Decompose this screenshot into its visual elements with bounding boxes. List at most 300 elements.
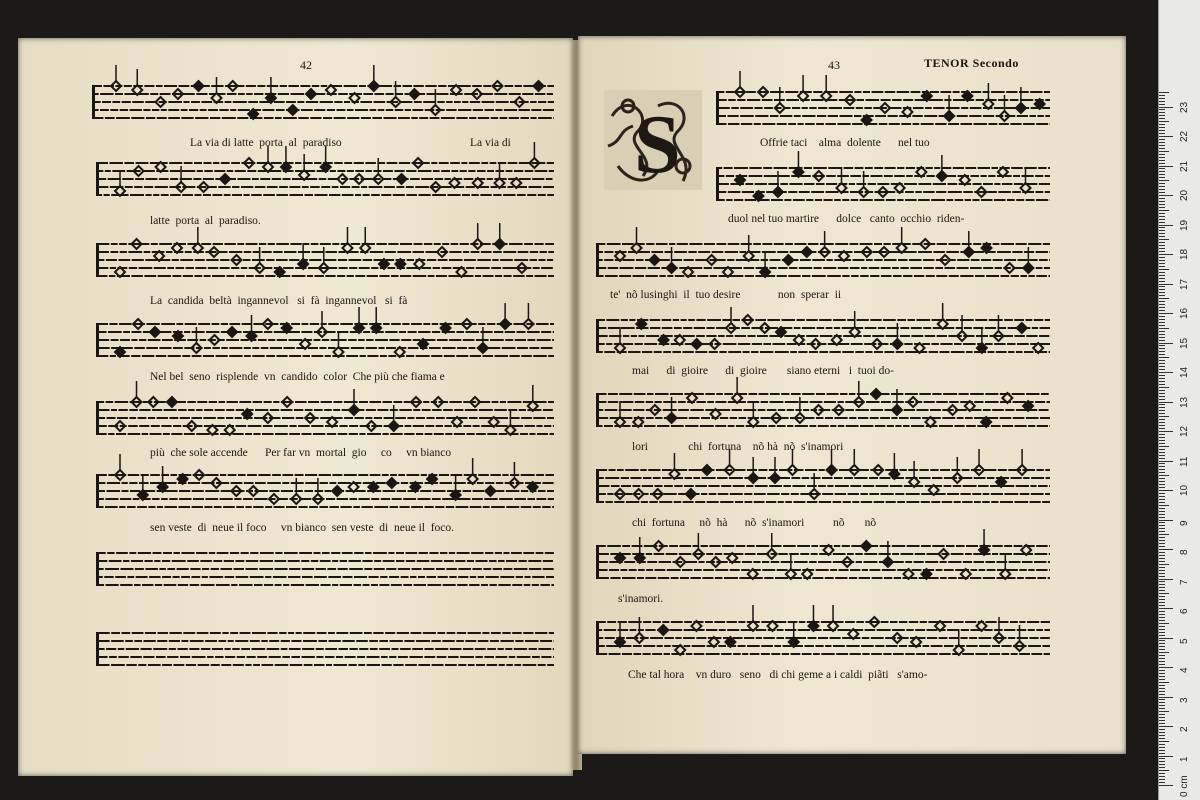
note-mark — [193, 81, 203, 91]
staff — [596, 614, 1050, 666]
ruler-tick — [1159, 738, 1165, 739]
ruler-tick — [1159, 416, 1169, 417]
ruler-tick — [1159, 570, 1165, 571]
ruler-tick — [1159, 269, 1169, 270]
ruler-tick — [1159, 758, 1165, 759]
ruler-tick — [1159, 390, 1165, 391]
note-mark — [748, 401, 758, 427]
note-mark — [397, 174, 407, 184]
ruler-tick — [1159, 263, 1165, 264]
ruler-tick — [1159, 688, 1165, 689]
lyric-line: Offrie taci alma dolente nel tuo — [760, 137, 930, 149]
note-mark — [861, 541, 871, 551]
ruler-label: 11 — [1179, 456, 1190, 467]
ruler-tick — [1159, 514, 1165, 515]
note-mark — [649, 255, 659, 265]
ruler-tick — [1159, 428, 1165, 429]
note-mark — [505, 409, 515, 435]
ruler-tick — [1159, 410, 1165, 411]
note-mark — [485, 486, 495, 496]
ruler-tick — [1159, 676, 1165, 677]
ruler-tick — [1159, 596, 1165, 597]
note-mark — [789, 621, 799, 647]
ruler-tick — [1159, 640, 1165, 641]
ruler-tick — [1159, 661, 1165, 662]
ruler-tick — [1159, 520, 1173, 521]
ruler-tick — [1159, 316, 1165, 317]
lyric-line: La via di latte porta al paradiso — [190, 137, 342, 149]
ruler-tick — [1159, 528, 1165, 529]
ruler-tick — [1159, 720, 1165, 721]
ruler-tick — [1159, 281, 1165, 282]
ruler-tick — [1159, 708, 1165, 709]
note-mark — [167, 397, 177, 407]
ruler-label: 5 — [1179, 637, 1190, 644]
lyric-line: sen veste di neue il foco vn bianco sen veste di neue il foco. — [150, 522, 455, 534]
ruler-tick — [1159, 207, 1165, 208]
ruler-label: 8 — [1179, 549, 1190, 555]
ruler-tick — [1159, 298, 1169, 299]
ruler-tick — [1159, 679, 1165, 680]
note-mark — [615, 621, 625, 647]
ruler-tick — [1159, 540, 1165, 541]
note-mark — [836, 167, 846, 193]
ruler-tick — [1159, 605, 1165, 606]
ruler-tick — [1159, 307, 1165, 308]
ruler-tick — [1159, 142, 1165, 143]
ruler-tick — [1159, 626, 1165, 627]
staff — [96, 316, 554, 368]
lyric-line: Che tal hora vn duro seno di chi geme a i caldi piãti s'amo- — [628, 669, 928, 681]
ruler-tick — [1159, 614, 1165, 615]
ruler-tick — [1159, 160, 1165, 161]
staff — [96, 155, 554, 207]
ruler-tick — [1159, 198, 1165, 199]
staff — [96, 467, 554, 519]
ruler-tick — [1159, 714, 1165, 715]
ruler-tick — [1159, 387, 1169, 388]
staff — [716, 84, 1050, 136]
ruler-tick — [1159, 348, 1165, 349]
note-mark — [686, 489, 696, 499]
ruler-tick — [1159, 729, 1165, 730]
ruler-tick — [1159, 537, 1165, 538]
ruler-tick — [1159, 705, 1165, 706]
ruler-tick — [1159, 723, 1165, 724]
ruler-tick — [1159, 363, 1165, 364]
ruler-tick — [1159, 419, 1165, 420]
ruler-tick — [1159, 549, 1173, 550]
ruler-tick — [1159, 334, 1165, 335]
ruler-tick — [1159, 115, 1165, 116]
staff — [96, 236, 554, 288]
ruler-tick — [1159, 148, 1165, 149]
ruler-tick — [1159, 685, 1165, 686]
ruler-tick — [1159, 101, 1165, 102]
ruler-tick — [1159, 322, 1165, 323]
ruler-tick — [1159, 717, 1165, 718]
ruler-tick — [1159, 369, 1165, 370]
ruler-label: 10 — [1179, 484, 1190, 496]
ruler-tick — [1159, 145, 1165, 146]
ruler-tick — [1159, 284, 1173, 285]
ruler-tick — [1159, 496, 1165, 497]
ruler-tick — [1159, 425, 1165, 426]
ruler-tick — [1159, 133, 1165, 134]
ruler-tick — [1159, 154, 1165, 155]
ruler-tick — [1159, 192, 1165, 193]
ruler-tick — [1159, 649, 1165, 650]
ruler-tick — [1159, 726, 1173, 727]
ruler-tick — [1159, 567, 1165, 568]
ruler-tick — [1159, 443, 1165, 444]
staff — [716, 160, 1050, 212]
ruler-tick — [1159, 643, 1165, 644]
note-mark — [495, 162, 505, 188]
ruler-tick — [1159, 381, 1165, 382]
note-mark — [977, 327, 987, 353]
ruler-tick — [1159, 493, 1165, 494]
ruler-tick — [1159, 139, 1165, 140]
ruler-tick — [1159, 180, 1169, 181]
ruler-tick — [1159, 525, 1165, 526]
ruler-tick — [1159, 694, 1165, 695]
ruler-tick — [1159, 130, 1165, 131]
ruler-tick — [1159, 753, 1165, 754]
note-mark — [409, 89, 419, 99]
note-mark — [1017, 323, 1027, 333]
ruler-tick — [1159, 543, 1165, 544]
ruler-tick — [1159, 502, 1165, 503]
ruler-tick — [1159, 747, 1165, 748]
ruler-tick — [1159, 573, 1165, 574]
ruler-tick — [1159, 337, 1165, 338]
ruler-tick — [1159, 343, 1173, 344]
ruler-tick — [1159, 472, 1165, 473]
ruler-tick — [1159, 632, 1165, 633]
ruler-tick — [1159, 593, 1169, 594]
ruler-tick — [1159, 508, 1165, 509]
ruler-tick — [1159, 292, 1165, 293]
ruler-tick — [1159, 230, 1165, 231]
ruler-label: 21 — [1179, 160, 1190, 172]
decorated-initial-s-icon — [598, 86, 708, 196]
ruler-tick — [1159, 652, 1169, 653]
ruler-tick — [1159, 484, 1165, 485]
staff — [596, 386, 1050, 438]
note-mark — [333, 331, 343, 357]
ruler-tick — [1159, 236, 1165, 237]
note-mark — [658, 625, 668, 635]
ruler-tick — [1159, 166, 1173, 167]
ruler-tick — [1159, 446, 1169, 447]
ruler-tick — [1159, 227, 1165, 228]
ruler-tick — [1159, 623, 1169, 624]
lyric-line: La candida beltà ingannevol si fà ingannevol si fà — [150, 295, 408, 307]
note-mark — [220, 174, 230, 184]
ruler-tick — [1159, 608, 1173, 609]
ruler-label: 4 — [1179, 667, 1190, 673]
note-mark — [702, 465, 712, 475]
right-page-number: 43 — [828, 58, 840, 72]
ruler-tick — [1159, 770, 1169, 771]
ruler-tick — [1159, 286, 1165, 287]
ruler-label: 19 — [1179, 219, 1190, 231]
note-mark — [212, 77, 222, 103]
ruler-tick — [1159, 564, 1169, 565]
ruler-tick — [1159, 407, 1165, 408]
ruler-label: 15 — [1179, 337, 1190, 349]
lyric-line: più che sole accende Per far vn mortal gio co vn bianco — [150, 447, 452, 459]
ruler-tick — [1159, 702, 1165, 703]
ruler-tick — [1159, 183, 1165, 184]
ruler-tick — [1159, 531, 1165, 532]
ruler-tick — [1159, 396, 1165, 397]
empty-staff — [96, 625, 554, 663]
ruler-tick — [1159, 92, 1169, 93]
staff — [596, 538, 1050, 590]
ruler-label: 16 — [1179, 307, 1190, 319]
ruler-tick — [1159, 434, 1165, 435]
ruler-tick — [1159, 310, 1165, 311]
ruler-tick — [1159, 732, 1165, 733]
note-mark — [983, 83, 993, 109]
ruler-tick — [1159, 455, 1165, 456]
ruler-tick — [1159, 670, 1165, 671]
note-mark — [246, 315, 256, 341]
ruler-tick — [1159, 682, 1169, 683]
ruler-tick — [1159, 357, 1169, 358]
ruler-tick — [1159, 384, 1165, 385]
ruler-tick — [1159, 109, 1165, 110]
ruler-tick — [1159, 475, 1169, 476]
staff — [96, 394, 554, 446]
ruler-tick — [1159, 351, 1165, 352]
note-mark — [635, 537, 645, 563]
ruler-label: 3 — [1179, 696, 1190, 703]
note-mark — [783, 255, 793, 265]
ruler-tick — [1159, 767, 1165, 768]
ruler-tick — [1159, 741, 1169, 742]
part-name-heading: TENOR Secondo — [924, 56, 1019, 70]
note-mark — [615, 327, 625, 353]
ruler-tick — [1159, 242, 1165, 243]
note-mark — [306, 89, 316, 99]
ruler-tick — [1159, 785, 1173, 786]
ruler-tick — [1159, 118, 1165, 119]
ruler-tick — [1159, 776, 1165, 777]
ruler-tick — [1159, 481, 1165, 482]
ruler-tick — [1159, 301, 1165, 302]
ruler-tick — [1159, 340, 1165, 341]
ruler-tick — [1159, 750, 1165, 751]
note-mark — [909, 461, 919, 487]
ruler-tick — [1159, 213, 1165, 214]
ruler-tick — [1159, 275, 1165, 276]
ruler-tick — [1159, 404, 1165, 405]
ruler-tick — [1159, 773, 1165, 774]
lyric-line: s'inamori. — [618, 593, 664, 605]
note-mark — [692, 339, 702, 349]
note-mark — [266, 77, 276, 103]
note-mark — [786, 553, 796, 579]
left-page-number: 42 — [300, 58, 312, 72]
ruler-tick — [1159, 469, 1165, 470]
ruler-tick — [1159, 239, 1169, 240]
ruler-tick — [1159, 629, 1165, 630]
ruler-tick — [1159, 505, 1169, 506]
ruler-tick — [1159, 393, 1165, 394]
ruler-tick — [1159, 295, 1165, 296]
staff — [92, 78, 554, 130]
ruler-tick — [1159, 112, 1165, 113]
note-mark — [451, 474, 461, 500]
note-mark — [158, 466, 168, 492]
ruler-tick — [1159, 458, 1165, 459]
note-mark — [744, 235, 754, 261]
lyric-line: La via di — [470, 137, 511, 149]
ruler-tick — [1159, 561, 1165, 562]
staff — [596, 236, 1050, 288]
ruler-tick — [1159, 171, 1165, 172]
lyric-line: chi fortuna nõ hà nõ s'inamori nõ nõ — [632, 517, 877, 529]
ruler-tick — [1159, 399, 1165, 400]
ruler-tick — [1159, 98, 1165, 99]
ruler-tick — [1159, 579, 1173, 580]
ruler-tick — [1159, 328, 1169, 329]
ruler-label: 22 — [1179, 130, 1190, 142]
ruler-label: 23 — [1179, 101, 1190, 113]
ruler-tick — [1159, 354, 1165, 355]
ruler-tick — [1159, 254, 1173, 255]
note-mark — [871, 389, 881, 399]
ruler-tick — [1159, 522, 1165, 523]
ruler-tick — [1159, 782, 1165, 783]
ruler-tick — [1159, 278, 1165, 279]
ruler-tick — [1159, 95, 1165, 96]
ruler-tick — [1159, 691, 1165, 692]
lyric-line: duol nel tuo martire dolce canto occhio riden- — [728, 213, 965, 225]
ruler-tick — [1159, 289, 1165, 290]
ruler-tick — [1159, 251, 1165, 252]
lyric-line: latte porta al paradiso. — [150, 215, 261, 227]
ruler-tick — [1159, 599, 1165, 600]
ruler-tick — [1159, 272, 1165, 273]
ruler-tick — [1159, 558, 1165, 559]
ruler-tick — [1159, 697, 1173, 698]
ruler-tick — [1159, 313, 1173, 314]
ruler-tick — [1159, 174, 1165, 175]
ruler-label: 7 — [1179, 578, 1190, 585]
note-mark — [150, 327, 160, 337]
ruler-tick — [1159, 584, 1165, 585]
note-mark — [387, 478, 397, 488]
ruler-tick — [1159, 449, 1165, 450]
ruler-tick — [1159, 304, 1165, 305]
ruler-tick — [1159, 201, 1165, 202]
ruler-tick — [1159, 620, 1165, 621]
ruler-tick — [1159, 546, 1165, 547]
ruler-tick — [1159, 402, 1173, 403]
note-mark — [299, 154, 309, 180]
ruler-tick — [1159, 655, 1165, 656]
ruler-tick — [1159, 466, 1165, 467]
ruler-tick — [1159, 124, 1165, 125]
ruler-tick — [1159, 121, 1169, 122]
ruler-tick — [1159, 107, 1173, 108]
ruler-tick — [1159, 151, 1169, 152]
ruler-tick — [1159, 413, 1165, 414]
ruler-tick — [1159, 667, 1173, 668]
ruler-tick — [1159, 372, 1173, 373]
ruler-tick — [1159, 635, 1165, 636]
ruler-tick — [1159, 195, 1173, 196]
note-mark — [332, 486, 342, 496]
ruler-tick — [1159, 735, 1165, 736]
ruler-tick — [1159, 366, 1165, 367]
ruler-tick — [1159, 204, 1165, 205]
note-mark — [227, 327, 237, 337]
ruler-label: 13 — [1179, 396, 1190, 408]
ruler-label: 18 — [1179, 248, 1190, 260]
note-mark — [615, 401, 625, 427]
ruler-tick — [1159, 487, 1165, 488]
note-mark — [138, 474, 148, 500]
ruler-tick — [1159, 319, 1165, 320]
ruler-tick — [1159, 711, 1169, 712]
ruler-tick — [1159, 257, 1165, 258]
note-mark — [533, 81, 543, 91]
ruler-tick — [1159, 699, 1165, 700]
ruler-tick — [1159, 478, 1165, 479]
ruler-tick — [1159, 189, 1165, 190]
ruler-tick — [1159, 136, 1173, 137]
empty-staff — [96, 545, 554, 597]
ruler-tick — [1159, 617, 1165, 618]
ruler-tick — [1159, 779, 1165, 780]
ruler-tick — [1159, 744, 1165, 745]
ruler-tick — [1159, 248, 1165, 249]
note-mark — [850, 311, 860, 337]
ruler-tick — [1159, 210, 1169, 211]
ruler-tick — [1159, 463, 1165, 464]
ruler-tick — [1159, 222, 1165, 223]
ruler-tick — [1159, 345, 1165, 346]
ruler-tick — [1159, 325, 1165, 326]
ruler-tick — [1159, 602, 1165, 603]
ruler-tick — [1159, 157, 1165, 158]
ruler-tick — [1159, 331, 1165, 332]
note-mark — [115, 170, 125, 196]
measurement-ruler — [1158, 0, 1200, 800]
ruler-tick — [1159, 431, 1173, 432]
ruler-tick — [1159, 216, 1165, 217]
ruler-tick — [1159, 266, 1165, 267]
ruler-label: 9 — [1179, 519, 1190, 526]
ruler-tick — [1159, 646, 1165, 647]
ruler-tick — [1159, 461, 1173, 462]
ruler-tick — [1159, 611, 1165, 612]
note-mark — [760, 251, 770, 277]
ruler-tick — [1159, 168, 1165, 169]
ruler-tick — [1159, 378, 1165, 379]
ruler-tick — [1159, 511, 1165, 512]
ruler-tick — [1159, 761, 1165, 762]
staff — [596, 462, 1050, 514]
ruler-label: 17 — [1179, 278, 1190, 290]
ruler-tick — [1159, 638, 1173, 639]
lyric-line: mai di gioire di gioire siano eterni i tuoi do- — [632, 365, 894, 377]
